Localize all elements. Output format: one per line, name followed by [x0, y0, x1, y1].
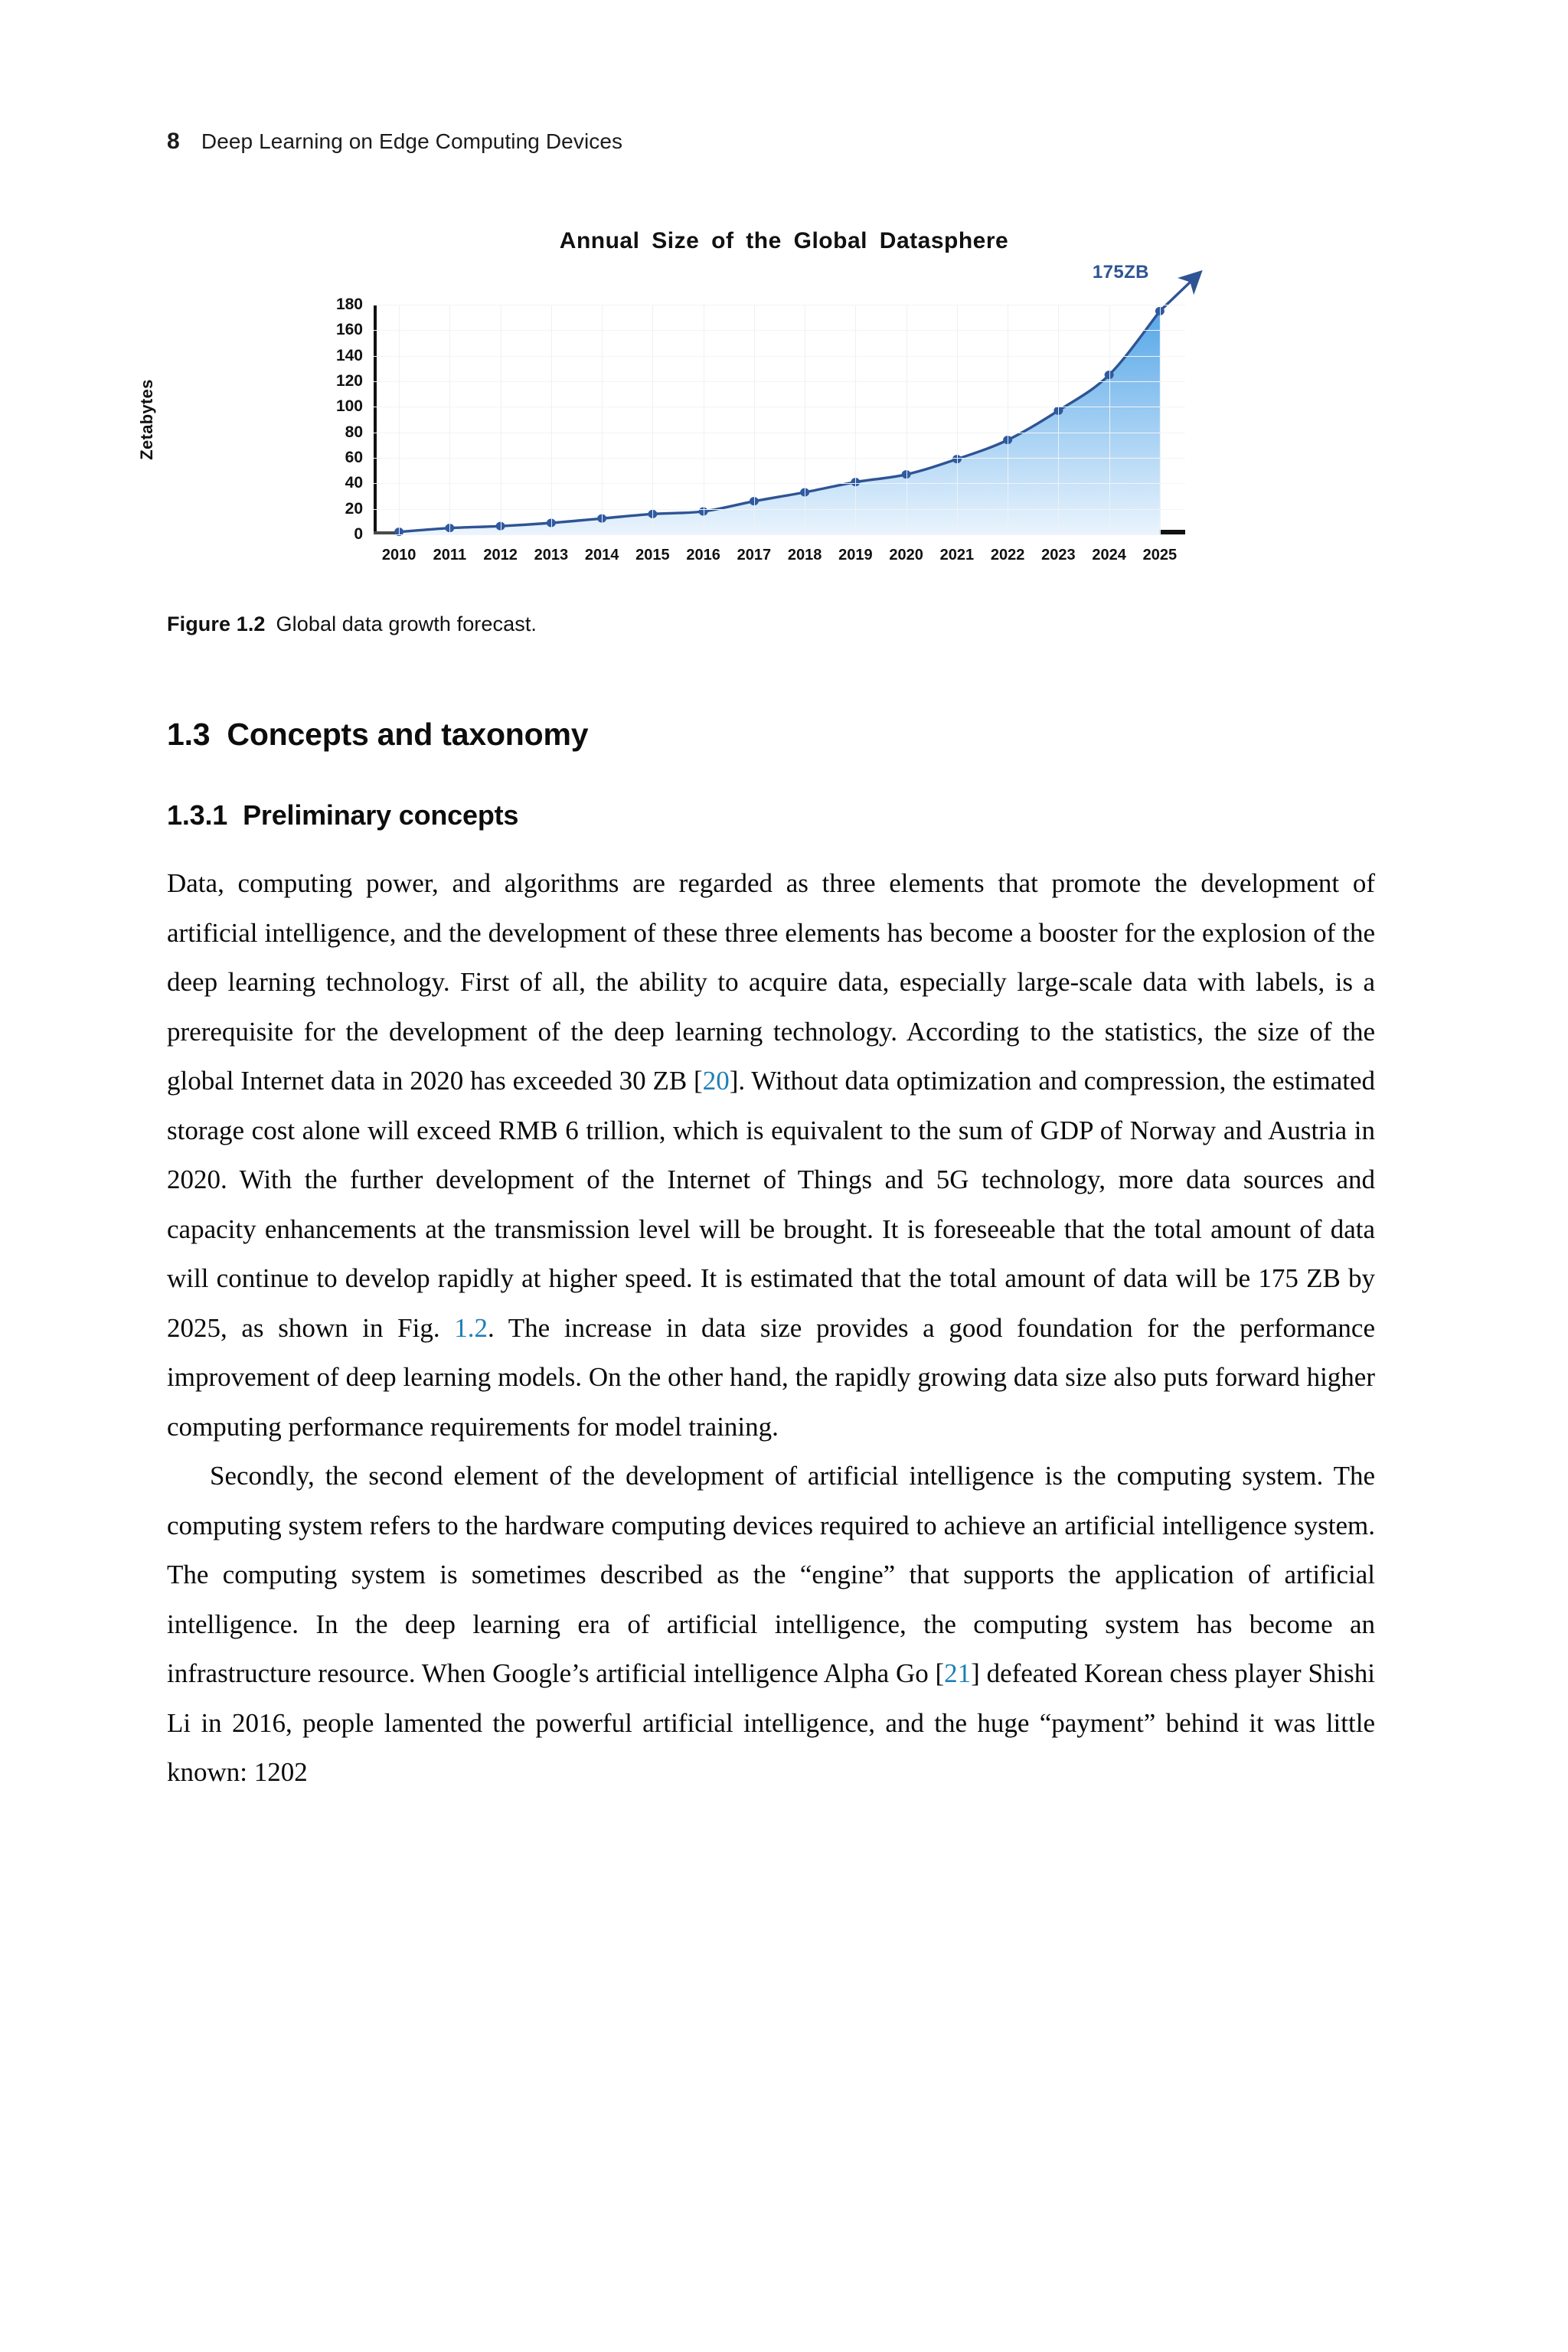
running-head: [167, 129, 622, 155]
chart-x-tick-label: 2019: [838, 547, 873, 564]
chart-x-tick-label: 2021: [939, 547, 975, 564]
paragraph-2-text-b: ] defeated Korean chess player Shishi Li in 2016, people lamented the powerful artificial intelligence, and the huge “payment” behind it was little known: 1202: [167, 1658, 1375, 1787]
chart-gridline-vertical: [652, 305, 653, 534]
chart-gridline-horizontal: [374, 356, 1185, 357]
chart-x-tick-label: 2022: [990, 547, 1025, 564]
citation-link-20[interactable]: 20: [702, 1066, 730, 1096]
chart-gridline-vertical: [602, 305, 603, 534]
subsection-number: 1.3.1: [167, 799, 228, 831]
chart-y-tick-label: 0: [354, 525, 363, 543]
chart-x-tick-label: 2014: [584, 547, 619, 564]
chart-gridline-vertical: [906, 305, 907, 534]
figure-cross-reference-1-2[interactable]: 1.2: [454, 1312, 488, 1343]
chart-gridline-vertical: [551, 305, 552, 534]
figure-caption-text: Global data growth forecast.: [276, 612, 537, 635]
chart-gridline-horizontal: [374, 483, 1185, 484]
page-number: 8: [167, 129, 180, 154]
chart-gridline-horizontal: [374, 381, 1185, 382]
chart-x-tick-label: 2011: [433, 547, 467, 564]
chart-gridline-horizontal: [374, 458, 1185, 459]
chart-gridline-vertical: [399, 305, 400, 534]
chart-annotation-175zb: 175ZB: [1092, 262, 1149, 283]
chart-y-tick-label: 160: [335, 321, 363, 339]
paragraph-1: [167, 859, 1375, 1452]
chart-gridline-horizontal: [374, 534, 1185, 535]
figure-caption-label: Figure 1.2: [167, 612, 266, 635]
chart-y-axis-label: Zetabytes: [137, 379, 156, 460]
paragraph-1-text-a: Data, computing power, and algorithms are regarded as three elements that promote the development of artificial intelligence, and the development of these three elements has become a booster for the explosion of the deep learning technology. First of all, the ability to acquire data, especially large-scale data with labels, is a prerequisite for the development of the deep learning technology. According to the statistics, the size of the global Internet data in 2020 has exceeded 30 ZB [: [167, 868, 1375, 1096]
chart-title: Annual Size of the Global Datasphere: [559, 228, 1009, 253]
paragraph-2: [167, 1452, 1375, 1798]
section-heading: [167, 717, 588, 753]
chart-x-tick-label: 2017: [737, 547, 772, 564]
chart-x-tick-label: 2016: [686, 547, 720, 564]
figure-caption: [167, 612, 1407, 636]
figure-1-2: [137, 214, 1401, 574]
chart-x-tick-label: 2015: [635, 547, 670, 564]
chart-x-tick-label: 2023: [1041, 547, 1076, 564]
chart-gridline-vertical: [1058, 305, 1059, 534]
subsection-title: Preliminary concepts: [243, 799, 519, 831]
paragraph-1-text-b: ]. Without data optimization and compression, the estimated storage cost alone will exceed RMB 6 trillion, which is equivalent to the sum of GDP of Norway and Austria in 2020. With the further development of the Internet of Things and 5G technology, more data sources and capacity enhancements at the transmission level will be brought. It is foreseeable that the total amount of data will continue to develop rapidly at higher speed. It is estimated that the total amount of data will be 175 ZB by 2025, as shown in Fig.: [167, 1066, 1375, 1343]
subsection-heading: [167, 799, 518, 831]
chart-gridline-vertical: [1160, 305, 1161, 534]
chart-series-svg: [374, 305, 1185, 534]
section-title: Concepts and taxonomy: [227, 717, 589, 752]
chart: [137, 214, 1401, 574]
chart-gridline-vertical: [449, 305, 450, 534]
chart-y-tick-label: 120: [335, 372, 363, 390]
chart-y-tick-label: 80: [345, 423, 363, 441]
chart-x-tick-label: 2018: [787, 547, 822, 564]
chapter-title: Deep Learning on Edge Computing Devices: [201, 129, 623, 153]
chart-x-tick-label: 2010: [381, 547, 416, 564]
chart-y-tick-label: 60: [345, 449, 363, 466]
section-number: 1.3: [167, 717, 211, 752]
chart-y-tick-label: 40: [345, 474, 363, 492]
chart-gridline-vertical: [957, 305, 958, 534]
paragraph-2-text-a: Secondly, the second element of the development of artificial intelligence is the computing system. The computing system refers to the hardware computing devices required to achieve an artificial intelligence system. The computing system is sometimes described as the “engine” that supports the application of artificial intelligence. In the deep learning era of artificial intelligence, the computing system has become an infrastructure resource. When Google’s artificial intelligence Alpha Go [: [167, 1461, 1375, 1688]
chart-gridline-vertical: [855, 305, 856, 534]
body-text: [167, 859, 1375, 1798]
citation-link-21[interactable]: 21: [944, 1658, 972, 1688]
chart-x-tick-label: 2013: [534, 547, 569, 564]
chart-x-tick-label: 2024: [1092, 547, 1126, 564]
chart-gridline-vertical: [1109, 305, 1110, 534]
chart-y-tick-label: 100: [335, 397, 363, 416]
chart-y-tick-label: 180: [335, 296, 363, 313]
chart-x-tick-label: 2025: [1142, 547, 1178, 564]
chart-y-tick-label: 20: [345, 499, 363, 518]
chart-x-tick-label: 2012: [483, 547, 518, 564]
chart-gridline-horizontal: [374, 330, 1185, 331]
chart-plot-area: [335, 296, 1185, 564]
paragraph-1-text-c: . The increase in data size provides a good foundation for the performance improvement of deep learning models. On the other hand, the rapidly growing data size also puts forward higher computing performance requirements for model training.: [167, 1312, 1376, 1442]
chart-y-tick-label: 140: [335, 346, 363, 364]
chart-x-tick-label: 2020: [889, 547, 923, 564]
chart-gridline-vertical: [754, 305, 755, 534]
chart-gridline-horizontal: [374, 509, 1185, 510]
